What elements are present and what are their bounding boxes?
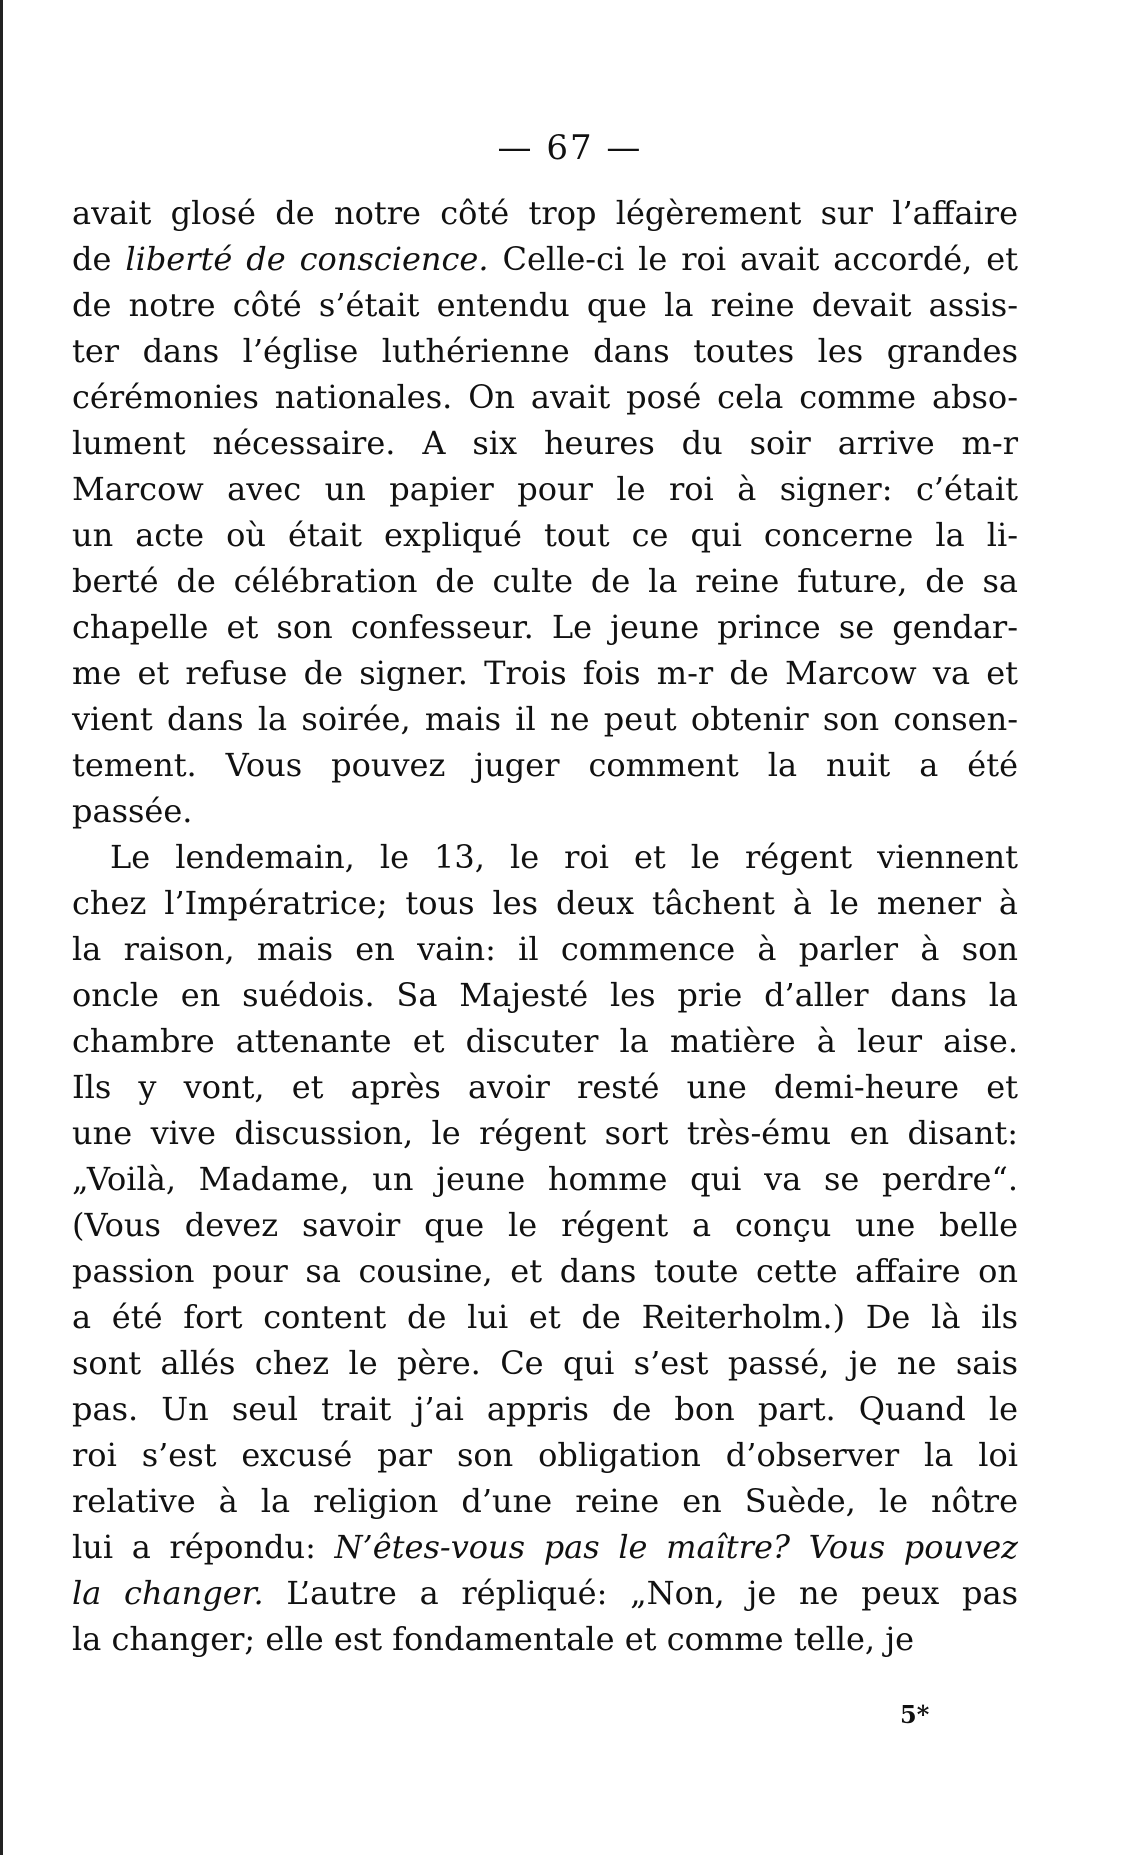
- text-line: a été fort content de lui et de Reiterholm.) De là ils: [72, 1298, 1018, 1336]
- text-run: lui a répondu:: [72, 1528, 335, 1566]
- text-line: (Vous devez savoir que le régent a conçu une belle: [72, 1206, 1018, 1244]
- text-line: oncle en suédois. Sa Majesté les prie d’aller dans la: [72, 976, 1018, 1014]
- text-line: „Voilà, Madame, un jeune homme qui va se perdre“.: [72, 1160, 1018, 1198]
- text-line: passée.: [72, 792, 193, 830]
- text-line: roi s’est excusé par son obligation d’observer la loi: [72, 1436, 1018, 1474]
- text-line: Ils y vont, et après avoir resté une demi-heure et: [72, 1068, 1018, 1106]
- text-line: [72, 236, 1018, 282]
- text-line: chapelle et son confesseur. Le jeune prince se gendar-: [72, 608, 1018, 646]
- text-line: Le lendemain, le 13, le roi et le régent viennent: [110, 838, 1018, 876]
- text-run: Celle-ci le roi avait accordé, et: [488, 240, 1019, 278]
- text-line: la raison, mais en vain: il commence à parler à son: [72, 930, 1018, 968]
- italic-phrase: liberté de conscience.: [125, 240, 489, 278]
- text-line: la changer; elle est fondamentale et comme telle, je: [72, 1620, 915, 1658]
- text-line: me et refuse de signer. Trois fois m-r de Marcow va et: [72, 654, 1018, 692]
- text-run: L’autre a répliqué: „Non, je ne peux pas: [263, 1574, 1019, 1612]
- body-text: [72, 190, 1018, 1662]
- text-line: chez l’Impératrice; tous les deux tâchent à le mener à: [72, 884, 1018, 922]
- text-line: de notre côté s’était entendu que la reine devait assis-: [72, 286, 1018, 324]
- text-line: cérémonies nationales. On avait posé cela comme abso-: [72, 378, 1018, 416]
- text-line: passion pour sa cousine, et dans toute cette affaire on: [72, 1252, 1018, 1290]
- text-line: un acte où était expliqué tout ce qui concerne la li-: [72, 516, 1018, 554]
- italic-phrase: la changer.: [72, 1574, 264, 1612]
- page-number: — 67 —: [497, 128, 643, 168]
- text-run: de: [72, 240, 126, 278]
- text-line: une vive discussion, le régent sort très-ému en disant:: [72, 1114, 1018, 1152]
- signature-mark: 5*: [900, 1700, 930, 1729]
- text-line: chambre attenante et discuter la matière à leur aise.: [72, 1022, 1018, 1060]
- text-line: pas. Un seul trait j’ai appris de bon part. Quand le: [72, 1390, 1018, 1428]
- text-line: lument nécessaire. A six heures du soir arrive m-r: [72, 424, 1018, 462]
- page-edge-shadow: [0, 0, 3, 1855]
- text-line: vient dans la soirée, mais il ne peut obtenir son consen-: [72, 700, 1018, 738]
- text-line: Marcow avec un papier pour le roi à signer: c’était: [72, 470, 1018, 508]
- text-line: sont allés chez le père. Ce qui s’est passé, je ne sais: [72, 1344, 1018, 1382]
- text-line: relative à la religion d’une reine en Suède, le nôtre: [72, 1482, 1018, 1520]
- italic-phrase: N’êtes-vous pas le maître? Vous pouvez: [334, 1528, 1019, 1566]
- text-line: berté de célébration de culte de la reine future, de sa: [72, 562, 1018, 600]
- text-line: tement. Vous pouvez juger comment la nuit a été: [72, 746, 1018, 784]
- text-line: [72, 1524, 1018, 1570]
- text-line: [72, 1570, 1018, 1616]
- text-line: ter dans l’église luthérienne dans toutes les grandes: [72, 332, 1018, 370]
- text-line: avait glosé de notre côté trop légèrement sur l’affaire: [72, 194, 1018, 232]
